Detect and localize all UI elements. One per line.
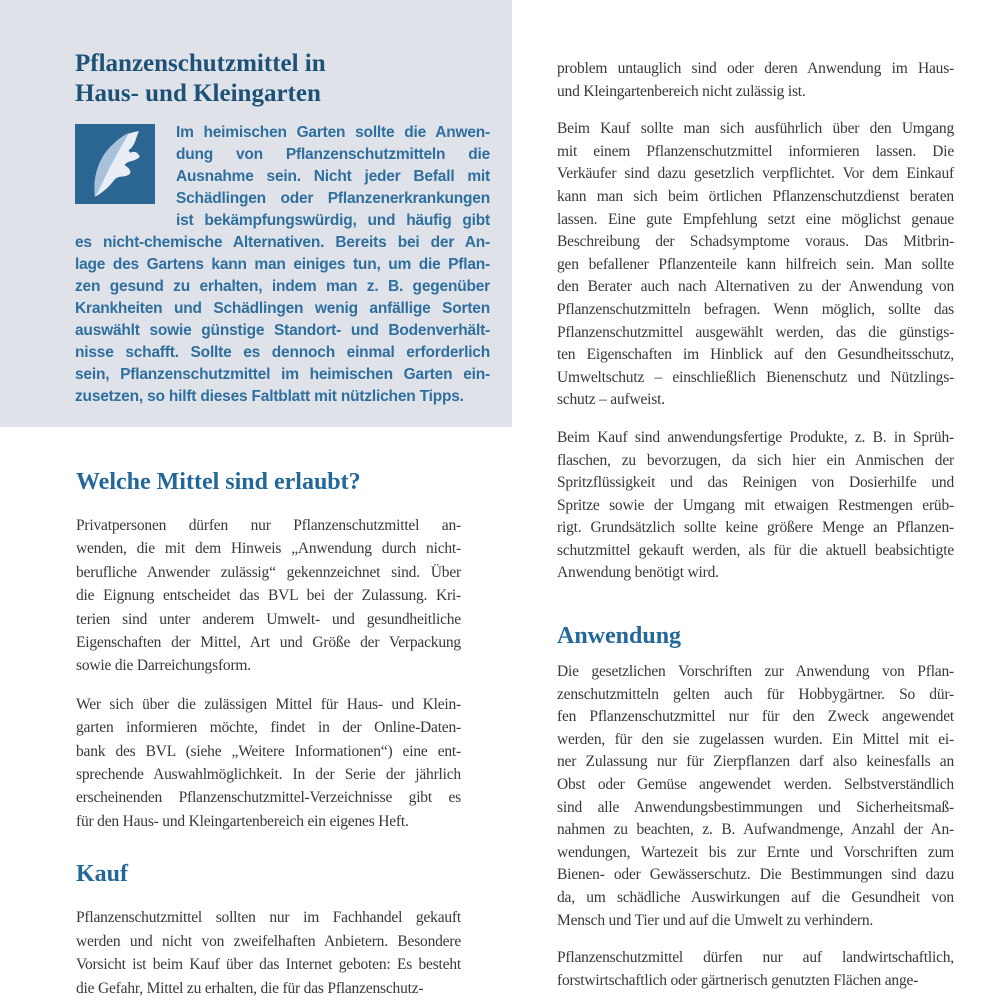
text-line: Beschreibung der Schadsymptome voraus. Das Mitbrin- — [557, 233, 954, 251]
text-line: sein, Pflanzenschutzmittel im heimischen Garten ein- — [75, 366, 490, 383]
text-line: Krankheiten und Schädlingen wenig anfällige Sorten — [75, 300, 490, 317]
bvl-feather-logo-icon — [75, 124, 155, 204]
text-line: forstwirtschaftlich oder gärtnerisch genutzten Flächen ange- — [557, 971, 919, 989]
text-line: ist bekämpfungswürdig, und häufig gibt — [176, 212, 490, 229]
paragraph — [76, 514, 461, 678]
header-box — [0, 0, 512, 427]
text-line: garten informieren möchte, findet in der Online-Daten- — [76, 719, 461, 737]
paragraph — [557, 661, 954, 932]
text-line: Obst oder Gemüse angewendet werden. Selbstverständlich — [557, 776, 954, 794]
right-column — [557, 58, 954, 1000]
text-line: Eigenschaften der Mittel, Art und Größe der Verpackung — [76, 634, 461, 652]
text-line: zenschutzmitteln gelten auch für Hobbygärtner. So dür- — [557, 685, 954, 703]
paragraph — [76, 693, 461, 833]
text-line: sind alle Anwendungsbestimmungen und Sicherheitsmaß- — [557, 798, 954, 816]
text-line: Mensch und Tier und auf die Umwelt zu verhindern. — [557, 911, 874, 929]
text-line: problem untauglich sind oder deren Anwendung im Haus- — [557, 60, 954, 77]
text-line: wenden, die mit dem Hinweis „Anwendung durch nicht- — [76, 540, 461, 558]
text-line: lage des Gartens kann man einiges tun, um die Pflan- — [75, 256, 490, 273]
text-line: Im heimischen Garten sollte die Anwen- — [176, 124, 490, 141]
text-line: Vorsicht ist beim Kauf über das Internet geboten: Es besteht — [76, 956, 461, 974]
document-title — [75, 49, 490, 109]
text-line: die Gefahr, Mittel zu erhalten, die für das Pflanzenschutz- — [76, 979, 424, 997]
text-line: gen befallener Pflanzenteile kann hilfreich sein. Man sollte — [557, 255, 954, 273]
text-line: Umweltschutz – einschließlich Bienenschutz und Nützlings- — [557, 368, 954, 386]
text-line: terien sind unter anderem Umwelt- und gesundheitliche — [76, 610, 461, 628]
text-line: Spritzflüssigkeit und das Reinigen von Dosierhilfe und — [557, 474, 954, 492]
text-line: wendungen, Wartezeit bis zur Ernte und Vorschriften zum — [557, 843, 954, 861]
text-line: ner Zulassung nur für Zierpflanzen darf also keinesfalls an — [557, 753, 954, 771]
text-line: Pflanzenschutzmittel dürfen nur auf landwirtschaftlich, — [557, 949, 954, 967]
text-line: Verkäufer sind dazu gesetzlich verpflichtet. Vor dem Einkauf — [557, 165, 954, 183]
text-line: Wer sich über die zulässigen Mittel für Haus- und Klein- — [76, 695, 461, 713]
text-line: lassen. Eine gute Empfehlung setzt eine möglichst genaue — [557, 210, 954, 228]
text-line: Anwendung benötigt wird. — [557, 564, 719, 582]
text-line: nisse schafft. Sollte es dennoch einmal erforderlich — [75, 344, 490, 361]
text-line: werden und nicht von zweifelhaften Anbietern. Besondere — [76, 932, 461, 950]
text-line: sprechende Auswahlmöglichkeit. In der Serie der jährlich — [76, 766, 461, 784]
document-title-line1: Pflanzenschutzmittel in — [75, 50, 326, 77]
document-title-line2: Haus- und Kleingarten — [75, 80, 321, 107]
paragraph — [76, 906, 461, 1000]
text-line: Schädlingen oder Pflanzenerkrankungen — [176, 190, 490, 207]
text-line: rigt. Grundsätzlich sollte keine größere Menge an Pflanzen- — [557, 519, 954, 537]
text-line: kann man sich beim örtlichen Pflanzenschutzdienst beraten — [557, 187, 954, 205]
text-line: erscheinenden Pflanzenschutzmittel-Verzeichnisse gibt es — [76, 789, 461, 807]
left-column — [76, 467, 461, 1000]
text-line: Pflanzenschutzmittel sollten nur im Fachhandel gekauft — [76, 909, 461, 927]
section-heading: Welche Mittel sind erlaubt? — [76, 469, 361, 495]
section-heading: Kauf — [76, 861, 129, 888]
text-line: und Kleingartenbereich nicht zulässig ist. — [557, 82, 806, 100]
text-line: ten Eigenschaften im Hinblick auf den Gesundheitsschutz, — [557, 346, 954, 364]
paragraph — [557, 58, 954, 103]
text-line: Bienen- oder Gewässerschutz. Die Bestimmungen sind dazu — [557, 866, 954, 884]
text-line: mit einem Pflanzenschutzmittel informieren lassen. Die — [557, 142, 954, 160]
text-line: den Berater auch nach Alternativen zu der Anwendung von — [557, 278, 954, 296]
text-line: Spritze sowie der Umgang mit etwaigen Restmengen erüb- — [557, 496, 954, 514]
text-line: bank des BVL (siehe „Weitere Informationen“) eine ent- — [76, 742, 461, 760]
text-line: werden, für den sie zugelassen wurden. Ein Mittel mit ei- — [557, 730, 954, 748]
text-line: zusetzen, so hilft dieses Faltblatt mit nützlichen Tipps. — [75, 388, 464, 405]
text-line: flaschen, zu bevorzugen, da sich hier ein Anmischen der — [557, 451, 954, 469]
text-line: Ausnahme sein. Nicht jeder Befall mit — [176, 168, 490, 185]
text-line: schutzmittel gekauft werden, als für die aktuell beabsichtigte — [557, 541, 954, 559]
text-line: die Eignung entscheidet das BVL bei der Zulassung. Kri- — [76, 587, 461, 605]
text-line: da, um schädliche Auswirkungen auf die Gesundheit von — [557, 889, 954, 906]
section-heading: Anwendung — [557, 623, 682, 650]
text-line: es nicht-chemische Alternativen. Bereits bei der An- — [75, 234, 490, 251]
text-line: Privatpersonen dürfen nur Pflanzenschutzmittel an- — [76, 517, 461, 534]
paragraph — [557, 947, 954, 992]
text-line: nahmen zu beachten, z. B. Aufwandmenge, Anzahl der An- — [557, 821, 954, 839]
text-line: schutz – aufweist. — [557, 391, 665, 409]
text-line: fen Pflanzenschutzmittel nur für den Zweck angewendet — [557, 708, 954, 726]
paragraph — [557, 118, 954, 412]
text-line: sowie die Darreichungsform. — [76, 657, 251, 675]
intro-paragraph — [75, 122, 490, 408]
paragraph — [557, 427, 954, 585]
text-line: zen gesund zu erhalten, indem man z. B. gegenüber — [75, 278, 490, 295]
text-line: dung von Pflanzenschutzmitteln die — [176, 146, 490, 163]
text-line: Die gesetzlichen Vorschriften zur Anwendung von Pflan- — [557, 663, 954, 681]
text-line: Pflanzenschutzmitteln befragen. Wenn möglich, sollte das — [557, 300, 954, 318]
text-line: Beim Kauf sollte man sich ausführlich über den Umgang — [557, 120, 954, 138]
text-line: für den Haus- und Kleingartenbereich ein eigenes Heft. — [76, 812, 409, 830]
text-line: auswählt sowie günstige Standort- und Bodenverhält- — [75, 322, 490, 339]
text-line: Pflanzenschutzmittel ausgewählt werden, das die günstigs- — [557, 323, 954, 341]
text-line: Beim Kauf sind anwendungsfertige Produkte, z. B. in Sprüh- — [557, 428, 954, 446]
text-line: berufliche Anwender zulässig“ gekennzeichnet sind. Über — [76, 563, 461, 581]
